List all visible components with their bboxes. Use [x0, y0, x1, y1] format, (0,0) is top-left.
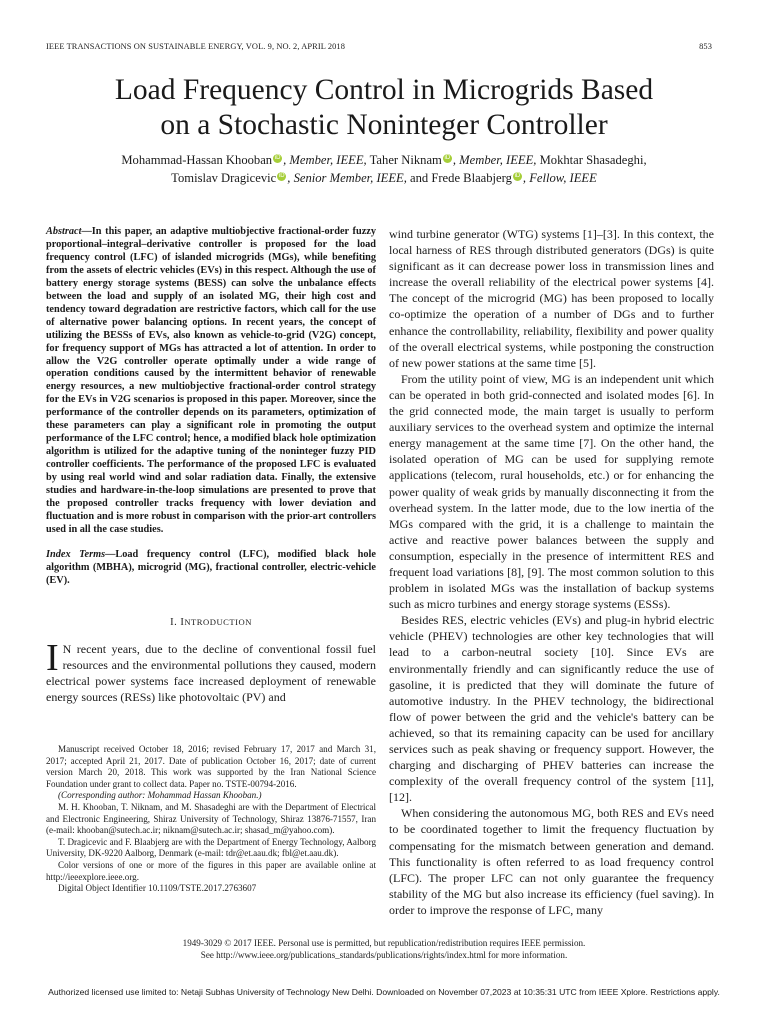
author-list [40, 151, 728, 187]
author-name: and Frede Blaabjerg [406, 171, 512, 185]
body-paragraph: When considering the autonomous MG, both RES and EVs need to be coordinated together to limit the frequency fluctuation by compensating for the mismatch between generation and demand. This functionality is often referred to as load frequency control (LFC). The proper LFC can not only guarantee the frequency stability of the MG but also increase its efficiency (fuel saving). In order to improve the response of LFC, many [389, 806, 714, 917]
author-role: , Member, IEEE, [283, 153, 367, 167]
author-name: Mohammad-Hassan Khooban [121, 153, 273, 167]
intro-text: N recent years, due to the decline of conventional fossil fuel resources and the environmental pollutions they caused, modern electrical power systems face increased deployment of renewable energy sources (RESs) like photovoltaic (PV) and [46, 641, 376, 705]
index-terms [46, 549, 376, 588]
orcid-icon[interactable]: iD [514, 173, 521, 179]
footnote-corresponding: (Corresponding author: Mohammad Hassan Khooban.) [58, 790, 262, 801]
author-name: Tomislav Dragicevic [171, 171, 277, 185]
page-number: 853 [699, 42, 712, 51]
intro-paragraph [46, 636, 376, 705]
body-paragraph: From the utility point of view, MG is an independent unit which can be operated in both grid-connected and isolated modes [6]. In the grid connected mode, the main target is usually to perform auxiliary services to the overhead system and optimize the internal energy management at the same time [7]. On the other hand, the isolated operation of MG can be used for supplying remote applications (telecom, rural households, etc.) or for enhancing the power quality of weak grids by manually disconnecting it from the overhead system. In the latter mode, due to the low inertia of the MGs compared with the grid, it is a challenge to maintain the active and reactive power balances between the supply and consumption, especially in the presence of intermittent RES and frequent load variations [8], [9]. The most common solution to this problem in isolated MGs was the installation of backup systems such as micro turbines and energy storage systems (ESSs). [389, 371, 714, 612]
paper-title [40, 73, 728, 143]
journal-citation: IEEE TRANSACTIONS ON SUSTAINABLE ENERGY, VOL. 9, NO. 2, APRIL 2018 [46, 42, 345, 51]
body-paragraph: wind turbine generator (WTG) systems [1]–[3]. In this context, the local harness of RES through distributed generators (DGs) is quite significant as it can decrease power loss in transmission lines and increase the overall reliability of the electrical power systems [4]. The concept of the microgrid (MG) has been proposed to locally co-optimize the operation of a number of DGs and to further enhance the controllability, reliability, flexibility and power quality of the overall electrical systems, while postponing the construction of new power stations at the same time [5]. [389, 227, 714, 370]
author-role: , Fellow, IEEE [522, 171, 597, 185]
left-column [46, 226, 376, 705]
copyright-line-2: See http://www.ieee.org/publications_standards/publications/rights/index.html for more information. [200, 950, 568, 960]
abstract [46, 226, 376, 537]
license-notice: Authorized licensed use limited to: Netaji Subhas University of Technology New Delhi. Downloaded on November 07,2023 at 10:35:31 UTC from IEEE Xplore. Restrictions apply. [48, 987, 720, 997]
author-role: , Member, IEEE, [452, 153, 537, 167]
index-terms-text: —Load frequency control (LFC), modified black hole algorithm (MBHA), microgrid (MG), fractional controller, electric-vehicle (EV). [46, 548, 376, 586]
author-name: Mokhtar Shasadeghi, [536, 153, 647, 167]
right-column [389, 226, 714, 918]
section-title-initial: I [180, 616, 185, 628]
abstract-lead: Abstract [46, 226, 82, 237]
footnote-doi: Digital Object Identifier 10.1109/TSTE.2017.2763607 [58, 883, 257, 894]
footnote-affiliation-2: T. Dragicevic and F. Blaabjerg are with the Department of Energy Technology, Aalborg University, DK-9220 Aalborg, Denmark (e-mail: tdr@et.aau.dk; fbl@et.aau.dk). [46, 836, 376, 859]
orcid-icon[interactable]: iD [278, 173, 285, 179]
author-line-1 [40, 151, 728, 169]
footnote-manuscript: Manuscript received October 18, 2016; revised February 17, 2017 and March 31, 2017; accepted April 21, 2017. Date of publication October 16, 2017; date of current version March 20, 2018. This work was supported by the Iran National Science Foundation under grant to collect data. Paper no. TSTE-00794-2016. [46, 744, 376, 789]
drop-cap: I [46, 636, 59, 679]
section-title-rest: NTRODUCTION [184, 616, 252, 627]
author-role: , Senior Member, IEEE, [287, 171, 407, 185]
section-heading [46, 617, 376, 628]
orcid-icon[interactable]: iD [274, 155, 281, 161]
author-line-2 [40, 169, 728, 187]
footnote-color-versions: Color versions of one or more of the figures in this paper are available online at http://ieeexplore.ieee.org. [46, 859, 376, 882]
orcid-icon[interactable]: iD [444, 155, 451, 161]
copyright-notice [40, 937, 728, 961]
footnote-affiliation-1: M. H. Khooban, T. Niknam, and M. Shasadeghi are with the Department of Electrical and Electronic Engineering, Shiraz University of Technology, Shiraz 13876-71557, Iran (e-mail: khooban@sutech.ac.ir; niknam@sutech.ac.ir; shasad_m@yahoo.com). [46, 801, 376, 836]
body-paragraph: Besides RES, electric vehicles (EVs) and plug-in hybrid electric vehicle (PHEV) technologies are other key technologies that will lead to a carbon-neutral society [10]. Since EVs are environmentally friendly and can significantly reduce the use of gasoline, it is predicted that they will dominate the future of automotive industry. In the PHEV technology, the bidirectional flow of power between the grid and the vehicle's battery can be achieved, so that its remaining capacity can be used for ancillary services such as peak shaving or frequency support. However, the charging and discharging of PHEV batteries can increase the complexity of the overall frequency control of the system [11], [12]. [389, 613, 714, 805]
index-terms-lead: Index Terms [46, 548, 106, 560]
abstract-text: —In this paper, an adaptive multiobjective fractional-order fuzzy proportional–integral–derivative controller is proposed for the load frequency control (LFC) of islanded microgrids (MGs), while benefiting from the assets of electric vehicles (EVs) in this respect. Although the use of battery energy storage systems (BESS) can solve the unbalance effects between the load and supply of an isolated MG, their high cost and tendency toward degradation are restrictive factors, which call for the use of alternative power balancing options. In recent years, the concept of utilizing the BESSs of EVs, also known as vehicle-to-grid (V2G) concept, for frequency support of MGs has attracted a lot of attention. In order to allow the V2G controller operate optimally under a wide range of operation conditions caused by the intermittent behavior of renewable energy resources, a new multiobjective fractional-order control strategy for the EVs in V2G scenarios is proposed in this paper. Moreover, since the performance of the controller depends on its parameters, optimization of these parameters can play a significant role in promoting the output performance of the LFC control; hence, a modified black hole optimization algorithm is utilized for the adaptive tuning of the noninteger fuzzy PID controller coefficients. The performance of the proposed LFC is evaluated by using real world wind and solar radiation data. Finally, the extensive studies and hardware-in-the-loop simulations are presented to prove that the proposed controller tracks frequency with lower deviation and fluctuation and is more robust in comparison with the prior-art controllers used in all the case studies. [46, 226, 376, 535]
author-name: Taher Niknam [366, 153, 442, 167]
title-line-2: on a Stochastic Noninteger Controller [160, 109, 608, 141]
title-line-1: Load Frequency Control in Microgrids Based [114, 74, 654, 106]
running-head [46, 42, 712, 51]
footnotes [46, 744, 376, 895]
section-number: I. [170, 616, 181, 628]
copyright-line-1: 1949-3029 © 2017 IEEE. Personal use is permitted, but republication/redistribution requires IEEE permission. [182, 938, 586, 948]
